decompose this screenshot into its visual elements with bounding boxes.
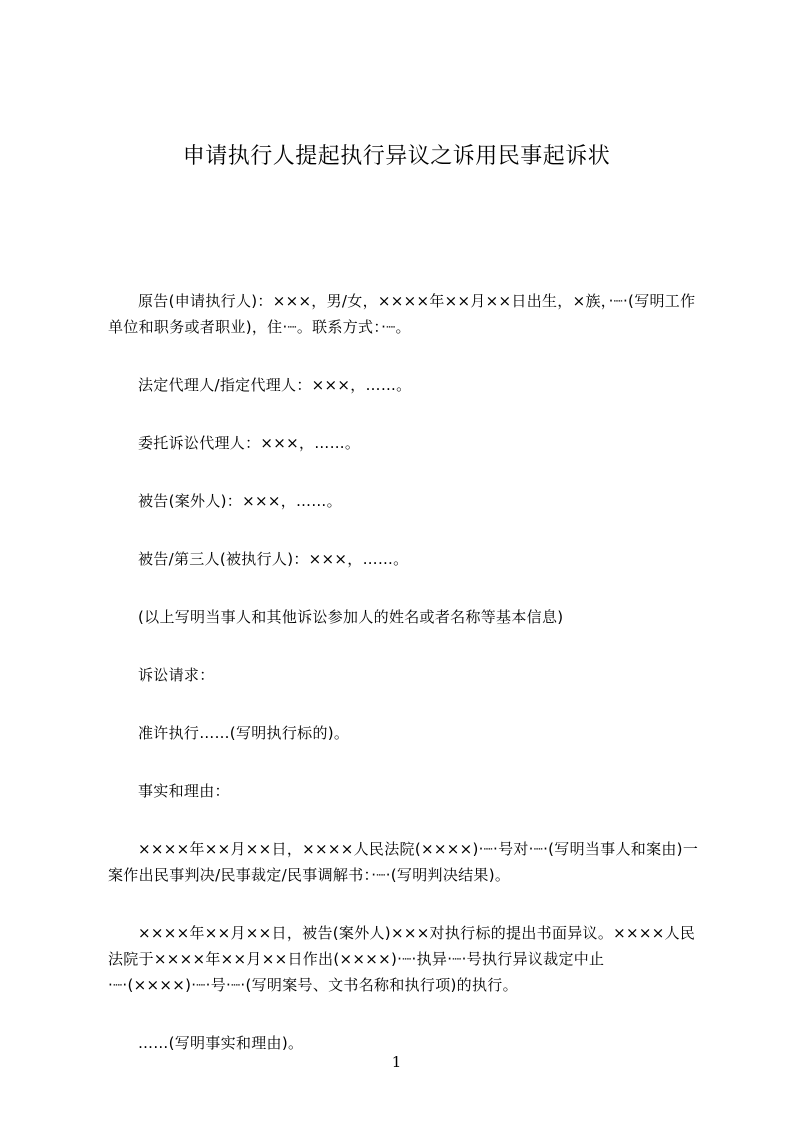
defendant-paragraph: 被告(案外人)：×××，……。 (138, 492, 342, 510)
facts-heading: 事实和理由： (138, 782, 230, 800)
claims-paragraph: 准许执行……(写明执行标的)。 (138, 724, 350, 742)
third-party-paragraph: 被告/第三人(被执行人)：×××，……。 (138, 550, 409, 568)
facts-paragraph-more: ……(写明事实和理由)。 (138, 1034, 304, 1052)
parties-note-paragraph: (以上写明当事人和其他诉讼参加人的姓名或者名称等基本信息) (138, 608, 564, 626)
page-number: 1 (391, 1053, 402, 1071)
document-title: 申请执行人提起执行异议之诉用民事起诉状 (182, 144, 611, 169)
facts-paragraph-objection: ××××年××月××日，被告(案外人)×××对执行标的提出书面异议。××××人民法院于××××年××月××日作出(××××)·┈·执异·┈·号执行异议裁定中止·┈·(××××)·┈·号·┈·(写明案号、文书名称和执行项)的执行。 (108, 924, 696, 994)
entrusted-agent-paragraph: 委托诉讼代理人：×××，……。 (138, 434, 361, 452)
legal-representative-paragraph: 法定代理人/指定代理人：×××，……。 (138, 376, 412, 394)
facts-paragraph-judgment: ××××年××月××日，××××人民法院(××××)·┈·号对·┈·(写明当事人和案由)一案作出民事判决/民事裁定/民事调解书：·┈·(写明判决结果)。 (108, 840, 699, 884)
plaintiff-paragraph: 原告(申请执行人)：×××，男/女，××××年××月××日出生，×族，·┈·(写明工作单位和职务或者职业)，住·┈。联系方式：·┈。 (108, 292, 696, 336)
claims-heading: 诉讼请求： (138, 666, 215, 684)
document-body (108, 288, 704, 1056)
